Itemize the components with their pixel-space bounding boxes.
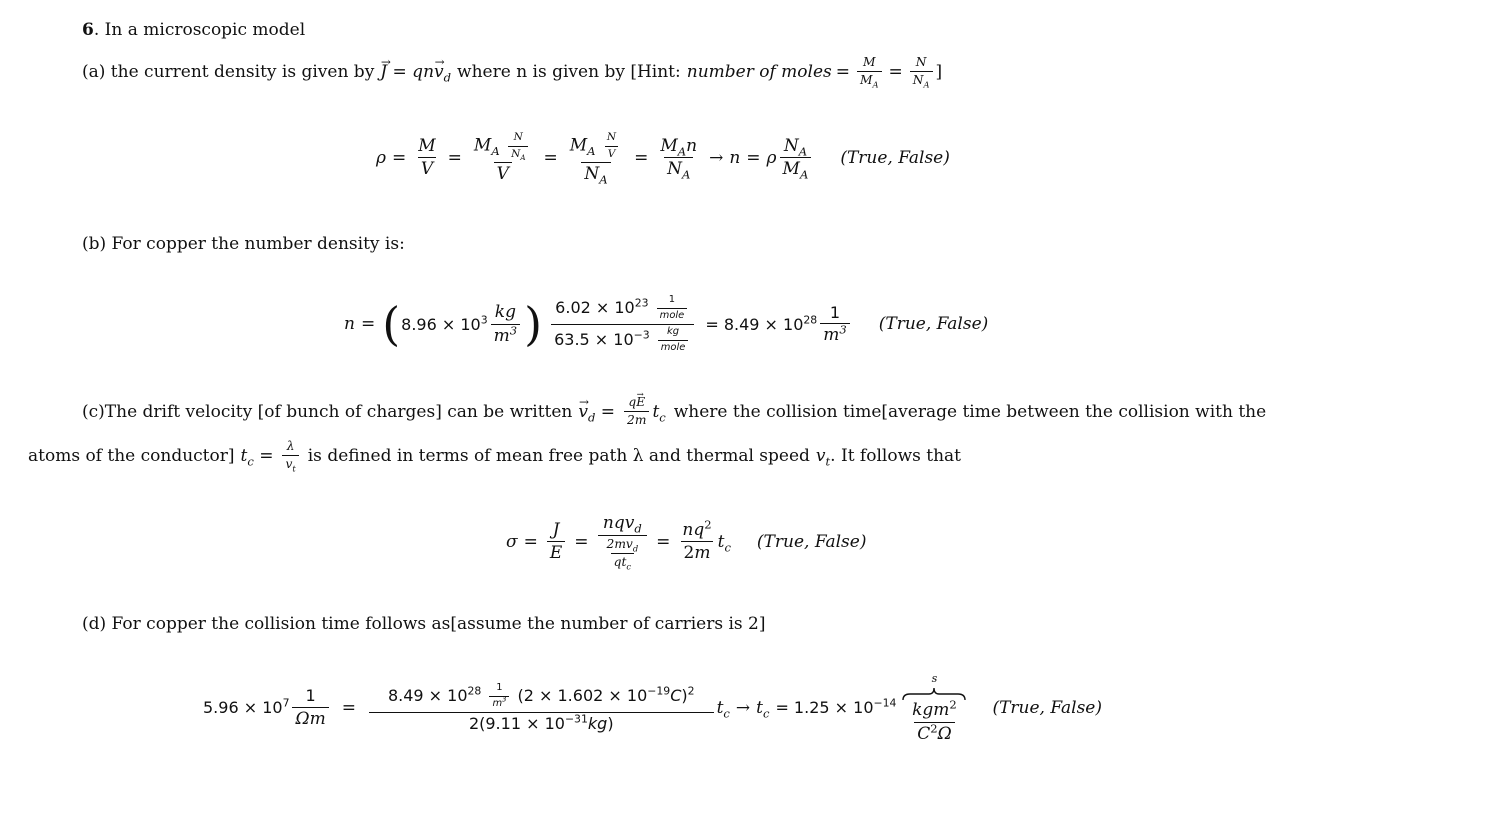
problem-intro: . In a microscopic model bbox=[93, 20, 306, 40]
current-density-formula: → $J = qn\to v_d$ bbox=[380, 62, 451, 82]
charge-value: (2 × 1.602 × 10 bbox=[517, 685, 648, 705]
part-a-text1: (a) the current density is given by bbox=[82, 61, 375, 82]
part-c-line1-a: (c)The drift velocity [of bunch of charges] can be written bbox=[82, 401, 573, 422]
part-c-line2-c: . It follows that bbox=[830, 445, 961, 466]
part-c-line1-b: where the collision time[average time between the collision with the bbox=[673, 401, 1267, 422]
conductivity-value: 5.96 × 10 bbox=[203, 698, 283, 718]
carrier-density-value: 8.49 × 10 bbox=[387, 685, 468, 705]
hint-frac-2: $\frac{N}{N_A}$ bbox=[910, 56, 933, 88]
overbrace-icon bbox=[902, 687, 966, 701]
unit-brace: s $\frac{kgm^2}{C^2\Omega}$ bbox=[902, 672, 966, 743]
part-c-line1: (c)The drift velocity [of bunch of charges] can be written → $v_d$ = $\frac{q\to E}{2m}$ $t_c$ where the collision time[average time between the collision with the bbox=[82, 396, 1266, 428]
hint-frac-1: $\frac{M}{M_A}$ bbox=[857, 56, 882, 88]
avogadro-value: 6.02 × 10 bbox=[555, 297, 635, 317]
true-false-d: (True, False) bbox=[992, 697, 1102, 718]
collision-time-result: = 1.25 × 10 bbox=[775, 698, 874, 718]
molar-mass-value: 63.5 × 10 bbox=[554, 329, 634, 349]
true-false-c: (True, False) bbox=[756, 531, 867, 552]
part-d-label: (d) For copper the collision time follows as[assume the number of carriers is 2] bbox=[82, 614, 766, 634]
hint-text: number of moles bbox=[686, 61, 832, 82]
problem-title bbox=[82, 20, 305, 40]
part-c-line2: atoms of the conductor] $t_c$ = $\frac{\lambda}{v_t}$ is defined in terms of mean free path λ and thermal speed $v_t$ . It follows that bbox=[28, 439, 961, 474]
number-density-result: = 8.49 × 10 bbox=[705, 314, 804, 334]
part-c-line2-a: atoms of the conductor] bbox=[28, 445, 235, 466]
true-false-b: (True, False) bbox=[878, 314, 989, 335]
density-equation: ρ = $\frac{M}{V}$ = $M_A$ $\frac{N}{N_A}$ V = $M_A$ $\frac{N}{V}$ $N_A$ = $\frac{M_An}{N_A}$ → n = ρ $\frac{N_A}{M_A}$ (True, False) bbox=[376, 131, 950, 187]
copper-density-value: 8.96 × 10 bbox=[401, 314, 481, 334]
part-b-label: (b) For copper the number density is: bbox=[82, 234, 405, 254]
part-a-text2: where n is given by [Hint: bbox=[457, 61, 681, 82]
brace-label: s bbox=[931, 672, 938, 685]
number-density-equation: n = ( $8.96 \times 10^3$ $\frac{kg}{m^3}$ ) $6.02 \times 10^{23}$ $\frac{1}{\text{mole}}$ $63.5 \times 10^{-3}$ $\frac{kg}{\text{mole}}$ = $8.49 \times 10^{28}$ $\frac{1}{m^3}$ (True, False) bbox=[344, 294, 989, 353]
part-a-text: (a) the current density is given by → $J = qn\to v_d$ where n is given by [Hint: number of moles = $\frac{M}{M_A}$ = $\frac{N}{N_A}$ ] bbox=[82, 56, 942, 88]
conductivity-equation: σ = $\frac{J}{E}$ = $\frac{nqv_d}{\frac{2mv_d}{qt_c}}$ = $\frac{nq^2}{2m}$ $t_c$ (True, False) bbox=[506, 513, 867, 572]
electron-mass-value: 2(9.11 × 10 bbox=[468, 713, 565, 733]
problem-number: 6 bbox=[82, 20, 94, 40]
part-c-line2-b: is defined in terms of mean free path λ and thermal speed bbox=[307, 445, 810, 466]
true-false-a: (True, False) bbox=[840, 147, 950, 168]
collision-time-equation: $5.96 \times 10^7$ $\frac{1}{\Omega m}$ = $8.49 \times 10^{28}$ $\frac{1}{m^3}$ $(2 \times 1.602 \times 10^{-19}C)^2$ $2(9.11 \times 10^{-31}kg)$ $t_c$ → $t_c$ = $1.25 \times 10^{-14}$ s $\frac{kgm^2}{C^2\Omega}$ (True, False) bbox=[203, 672, 1102, 744]
